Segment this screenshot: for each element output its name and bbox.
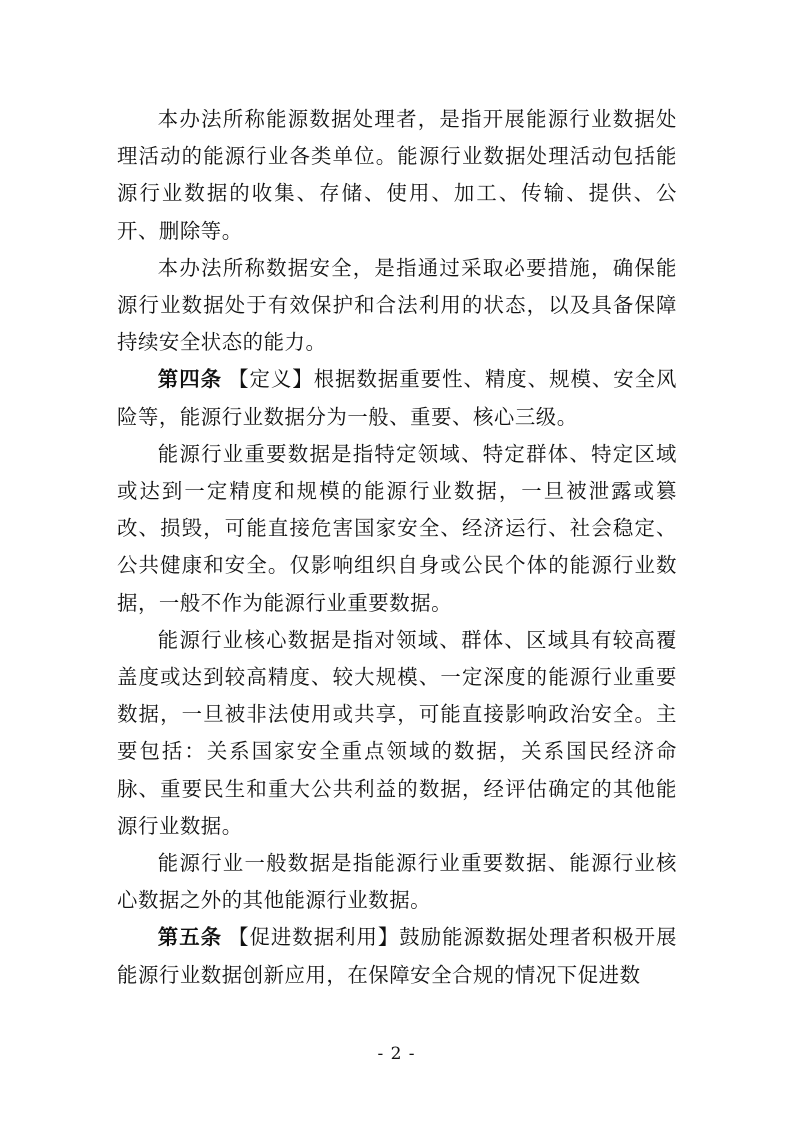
paragraph-important-data	[117, 436, 677, 622]
article-heading: 【促进数据利用】	[227, 925, 400, 950]
document-body	[117, 101, 677, 994]
paragraph-text: 根据数据重要性、精度、规模、安全风险等，能源行业数据分为一般、重要、核心三级。	[117, 367, 677, 429]
paragraph-text: 能源行业重要数据是指特定领域、特定群体、特定区域或达到一定精度和规模的能源行业数据，一旦被泄露或篡改、损毁，可能直接危害国家安全、经济运行、社会稳定、公共健康和安全。仅影响组织自身或公民个体的能源行业数据，一般不作为能源行业重要数据。	[117, 441, 677, 615]
paragraph-text: 能源行业核心数据是指对领域、群体、区域具有较高覆盖度或达到较高精度、较大规模、一定深度的能源行业重要数据，一旦被非法使用或共享，可能直接影响政治安全。主要包括：关系国家安全重点领域的数据，关系国民经济命脉、重要民生和重大公共利益的数据，经评估确定的其他能源行业数据。	[117, 627, 677, 838]
paragraph-core-data	[117, 622, 677, 845]
paragraph-text: 鼓励能源数据处理者积极开展能源行业数据创新应用，在保障安全合规的情况下促进数	[117, 925, 678, 987]
page-number: - 2 -	[377, 1044, 416, 1064]
article-number: 第五条	[157, 925, 222, 950]
paragraph-text: 本办法所称数据安全，是指通过采取必要措施，确保能源行业数据处于有效保护和合法利用的状态，以及具备保障持续安全状态的能力。	[117, 255, 677, 355]
article-heading: 【定义】	[227, 367, 314, 392]
paragraph-text: 能源行业一般数据是指能源行业重要数据、能源行业核心数据之外的其他能源行业数据。	[117, 851, 677, 913]
article-number: 第四条	[157, 367, 222, 392]
paragraph-data-processor-definition	[117, 101, 677, 250]
paragraph-data-security-definition	[117, 250, 677, 362]
paragraph-text: 本办法所称能源数据处理者，是指开展能源行业数据处理活动的能源行业各类单位。能源行业数据处理活动包括能源行业数据的收集、存储、使用、加工、传输、提供、公开、删除等。	[117, 107, 677, 243]
article-4-paragraph	[117, 361, 677, 435]
article-5-paragraph	[117, 919, 677, 993]
paragraph-general-data	[117, 845, 677, 919]
